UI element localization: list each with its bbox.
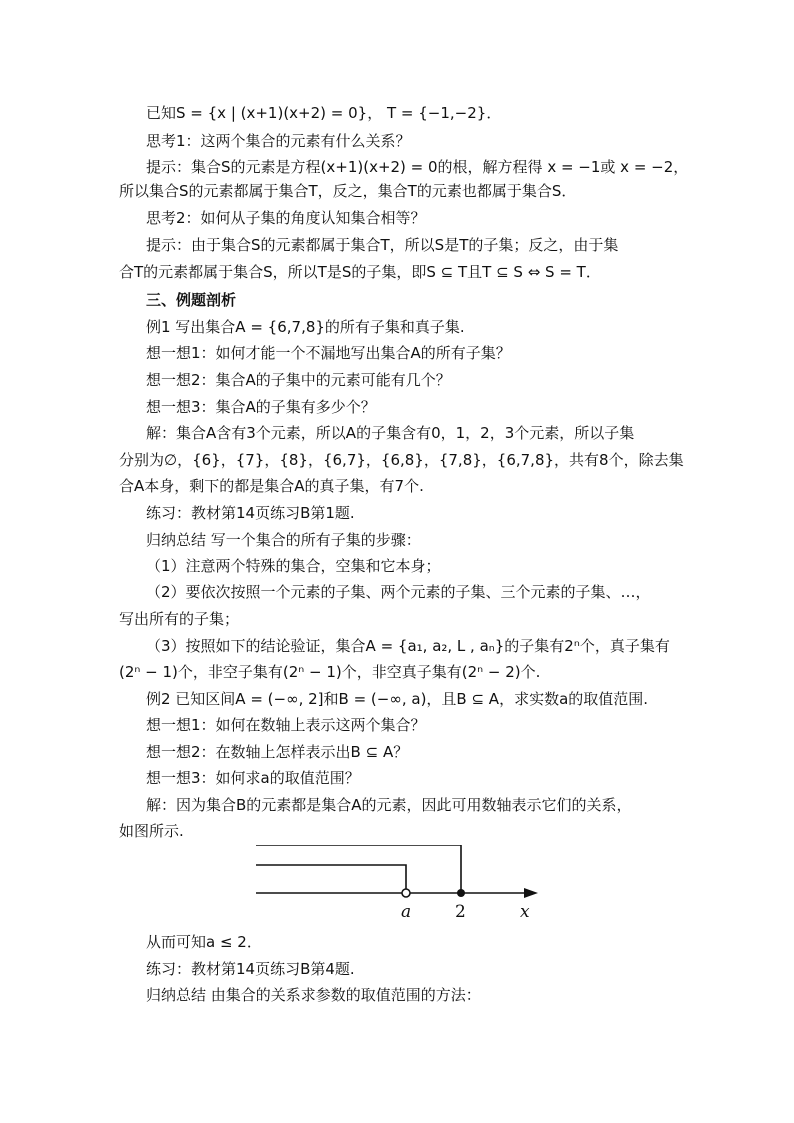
number-line-figure [256, 845, 541, 925]
text-line: 想一想3：集合A的子集有多少个？ [146, 398, 376, 416]
text-line: （3）按照如下的结论验证，集合A = {a₁, a₂, L , aₙ}的子集有2ⁿ个，真子集有 [146, 637, 670, 655]
axis-arrow [524, 888, 538, 898]
text-line: 已知S = {x | (x+1)(x+2) = 0}， T = {−1,−2}． [146, 104, 502, 122]
section-heading: 三、例题剖析 [146, 291, 237, 309]
text-line: 如图所示. [119, 822, 184, 840]
text-line: 从而可知a ≤ 2． [146, 933, 262, 951]
number-line-svg [256, 845, 541, 925]
text-line: 想一想3：如何求a的取值范围？ [146, 769, 360, 787]
text-line: 合A本身，剩下的都是集合A的真子集，有7个. [119, 477, 424, 495]
text-line: 写出所有的子集； [119, 610, 240, 628]
text-line: 练习：教材第14页练习B第1题. [146, 504, 355, 522]
text-line: 解：因为集合B的元素都是集合A的元素，因此可用数轴表示它们的关系， [146, 796, 632, 814]
text-line: 练习：教材第14页练习B第4题. [146, 960, 355, 978]
text-line: 提示：由于集合S的元素都属于集合T，所以S是T的子集；反之，由于集 [146, 236, 619, 254]
text-line: 思考1：这两个集合的元素有什么关系？ [146, 132, 411, 150]
set-a-bracket [256, 845, 461, 893]
text-line: 解：集合A含有3个元素，所以A的子集含有0，1，2，3个元素，所以子集 [146, 424, 635, 442]
text-line: （2）要依次按照一个元素的子集、两个元素的子集、三个元素的子集、…， [146, 583, 651, 601]
closed-point-2 [457, 889, 465, 897]
text-line: 想一想2：集合A的子集中的元素可能有几个？ [146, 371, 451, 389]
text-line: 分别为∅，{6}，{7}，{8}，{6,7}，{6,8}，{7,8}，{6,7,8}，共有8个，除去集 [119, 451, 684, 469]
text-line: 想一想1：如何才能一个不漏地写出集合A的所有子集？ [146, 344, 511, 362]
text-line: 合T的元素都属于集合S，所以T是S的子集，即S ⊆ T且T ⊆ S ⇔ S = T． [119, 263, 601, 281]
label-x: x [520, 902, 530, 922]
text-line: 提示：集合S的元素是方程(x+1)(x+2) = 0的根，解方程得 x = −1或 x = −2， [146, 158, 689, 176]
text-line: (2ⁿ − 1)个，非空子集有(2ⁿ − 1)个，非空真子集有(2ⁿ − 2)个. [119, 663, 541, 681]
text-line: 所以集合S的元素都属于集合T，反之，集合T的元素也都属于集合S． [119, 182, 577, 200]
text-line: 想一想2：在数轴上怎样表示出B ⊆ A？ [146, 743, 409, 761]
set-b-bracket [256, 865, 406, 893]
open-point-a [402, 889, 410, 897]
label-2: 2 [455, 902, 466, 922]
text-line: 归纳总结 由集合的关系求参数的取值范围的方法： [146, 986, 481, 1004]
label-a: a [401, 902, 412, 922]
text-line: 例1 写出集合A = {6,7,8}的所有子集和真子集. [146, 318, 465, 336]
text-line: 归纳总结 写一个集合的所有子集的步骤： [146, 531, 421, 549]
text-line: 思考2：如何从子集的角度认知集合相等？ [146, 209, 426, 227]
text-line: 例2 已知区间A = (−∞, 2]和B = (−∞, a)，且B ⊆ A，求实数a的取值范围. [146, 690, 649, 708]
text-line: 想一想1：如何在数轴上表示这两个集合？ [146, 716, 426, 734]
text-line: （1）注意两个特殊的集合，空集和它本身； [146, 557, 441, 575]
